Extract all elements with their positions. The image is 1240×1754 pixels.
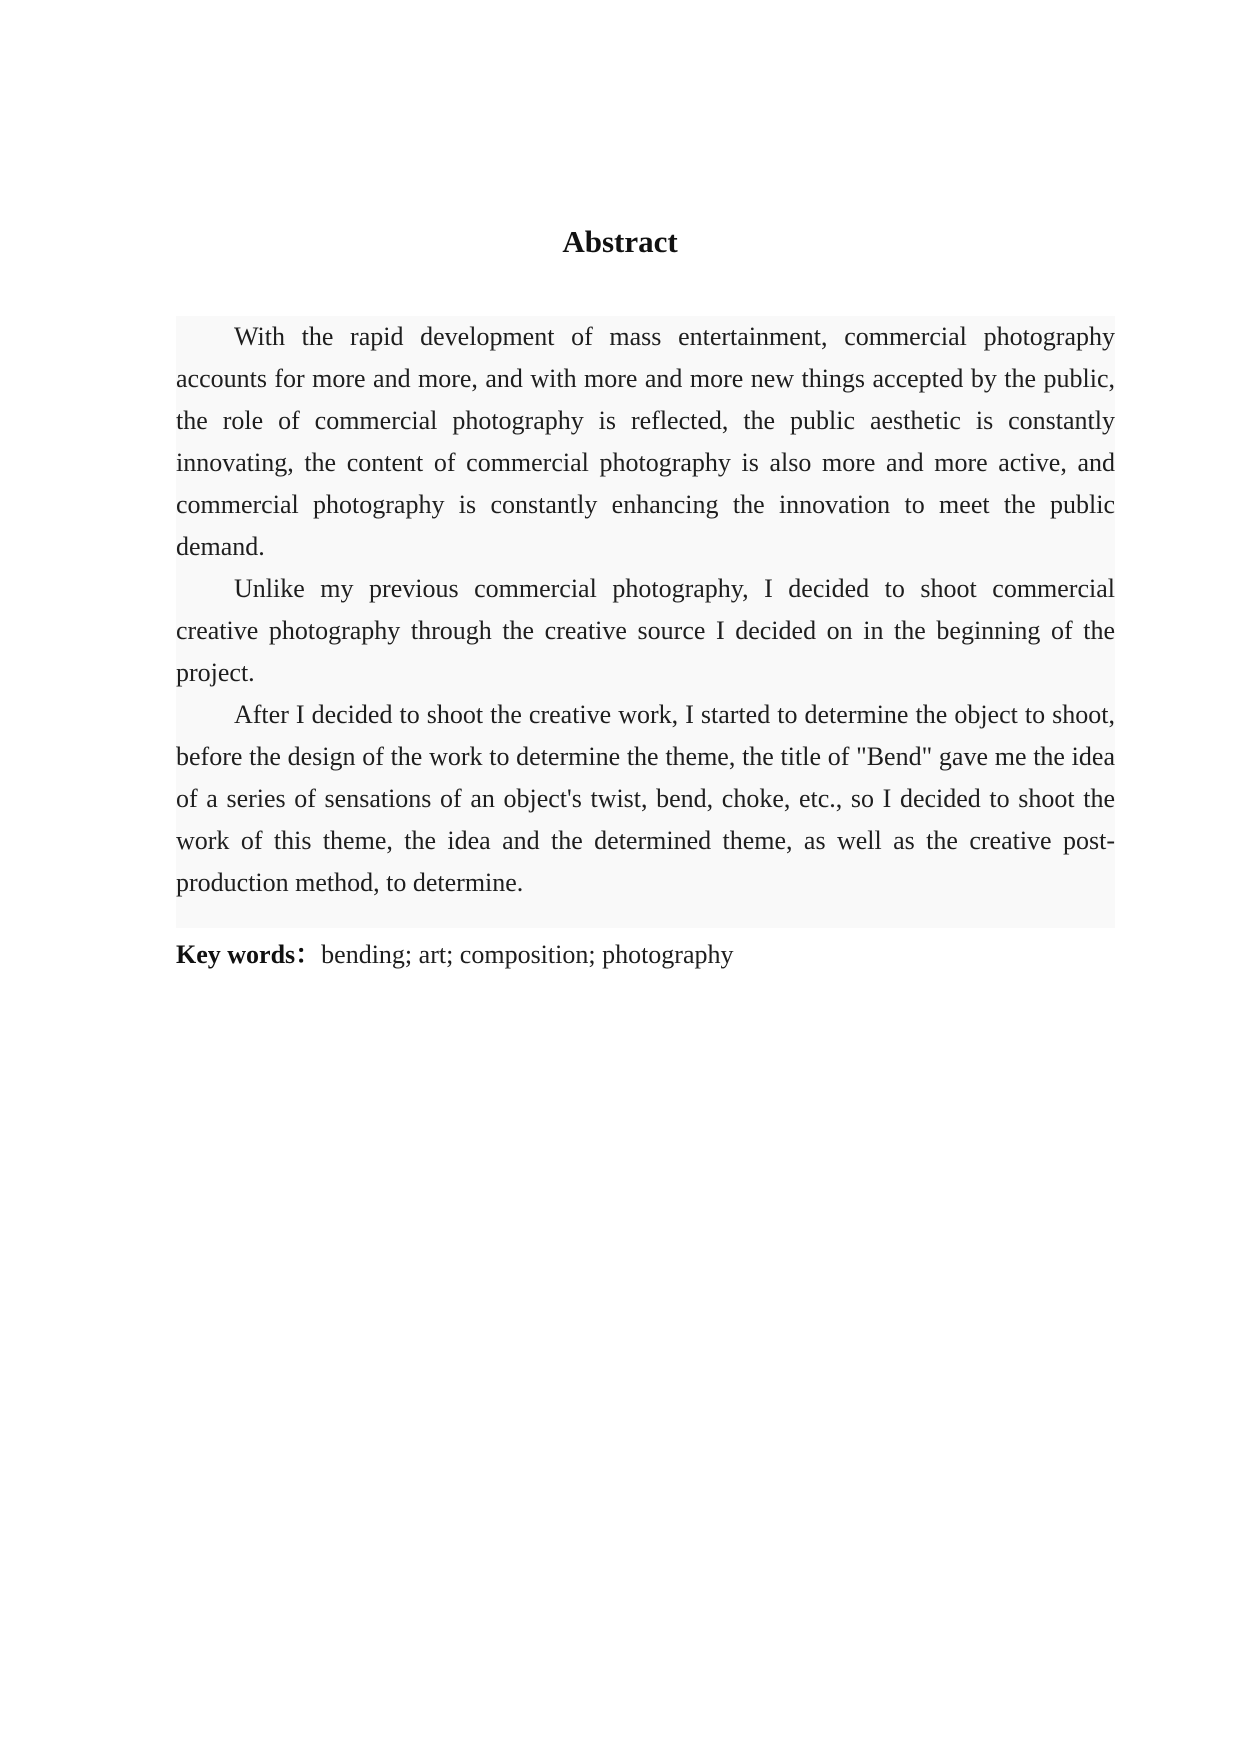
keywords-value: bending; art; composition; photography xyxy=(321,940,734,969)
keywords-line xyxy=(176,934,1115,976)
abstract-paragraph-3: After I decided to shoot the creative work, I started to determine the object to shoot, before the design of the work to determine the theme, the title of "Bend" gave me the idea of a series of sensations of an object's twist, bend, choke, etc., so I decided to shoot the work of this theme, the idea and the determined theme, as well as the creative post-production method, to determine. xyxy=(176,700,1115,897)
keywords-label: Key words： xyxy=(176,940,322,969)
abstract-paragraph-2: Unlike my previous commercial photography, I decided to shoot commercial creative photography through the creative source I decided on in the beginning of the project. xyxy=(176,574,1115,687)
page-title: Abstract xyxy=(562,224,678,259)
abstract-body xyxy=(176,316,1115,928)
abstract-paragraph-1: With the rapid development of mass entertainment, commercial photography accounts for more and more, and with more and more new things accepted by the public, the role of commercial photography is reflected, the public aesthetic is constantly innovating, the content of commercial photography is also more and more active, and commercial photography is constantly enhancing the innovation to meet the public demand. xyxy=(176,322,1115,561)
